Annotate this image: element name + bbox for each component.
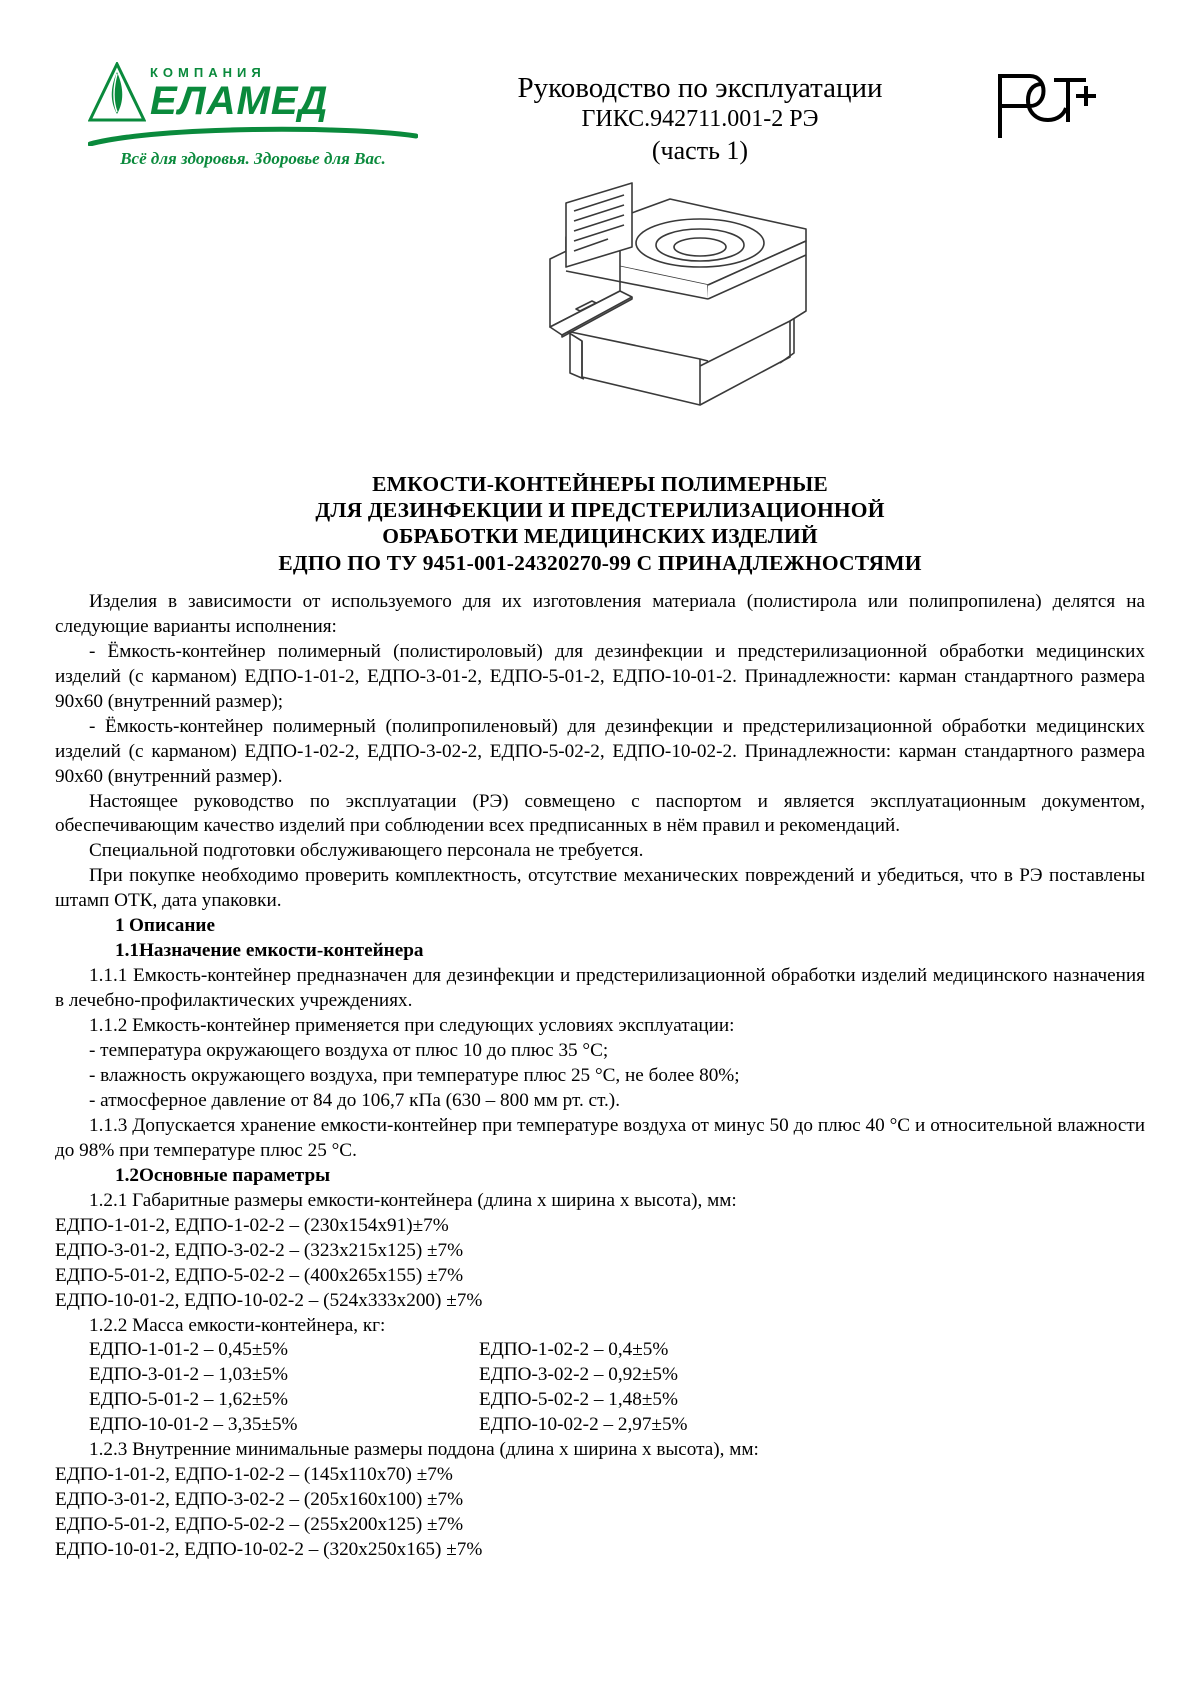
inner-dimension-row: ЕДПО-5-01-2, ЕДПО-5-02-2 – (255х200х125) ±7% <box>55 1514 464 1536</box>
paragraph-purchase-note: При покупке необходимо проверить комплектность, отсутствие механических повреждений и убедиться, что в РЭ поставлены штамп ОТК, дата упаковки. <box>55 865 1145 912</box>
paragraph-staff-note: Специальной подготовки обслуживающего персонала не требуется. <box>89 840 644 862</box>
dimension-row: ЕДПО-5-01-2, ЕДПО-5-02-2 – (400х265х155) ±7% <box>55 1264 464 1286</box>
section-1-1-number: 1.1 <box>115 940 139 962</box>
condition-pressure: - атмосферное давление от 84 до 106,7 кПа (630 – 800 мм рт. ст.). <box>89 1089 620 1111</box>
product-title-line-1: ЕМКОСТИ-КОНТЕЙНЕРЫ ПОЛИМЕРНЫЕ <box>372 472 828 496</box>
table-row <box>55 1413 1145 1438</box>
document-title-block <box>420 72 980 168</box>
brand-logo <box>88 62 428 169</box>
paragraph-variant-1: - Ёмкость-контейнер полимерный (полистироловый) для дезинфекции и предстерилизационной обработки медицинских изделий (с карманом) ЕДПО-1-01-2, ЕДПО-3-01-2, ЕДПО-5-01-2, ЕДПО-10-01-2. Принадлежности: карман стандартного размера 90x60 (внутренний размер); <box>55 640 1145 712</box>
section-1-2-title: Основные параметры <box>138 1164 331 1186</box>
mass-cell-left: ЕДПО-5-01-2 – 1,62±5% <box>89 1389 288 1411</box>
section-1-1-title: Назначение емкости-контейнера <box>138 940 424 962</box>
mass-cell-left: ЕДПО-10-01-2 – 3,35±5% <box>89 1414 298 1436</box>
paragraph-1-2-2: 1.2.2 Масса емкости-контейнера, кг: <box>89 1314 386 1336</box>
product-title-line-3: ОБРАБОТКИ МЕДИЦИНСКИХ ИЗДЕЛИЙ <box>382 524 818 549</box>
section-1-2-number: 1.2 <box>115 1164 139 1186</box>
mass-cell-left: ЕДПО-3-01-2 – 1,03±5% <box>89 1364 288 1386</box>
product-illustration <box>0 181 1200 461</box>
section-1-1-heading <box>55 939 1145 964</box>
mass-cell-right: ЕДПО-1-02-2 – 0,4±5% <box>479 1339 669 1361</box>
document-body <box>55 590 1145 1563</box>
mass-cell-left: ЕДПО-1-01-2 – 0,45±5% <box>89 1339 288 1361</box>
paragraph-manual-note: Настоящее руководство по эксплуатации (РЭ) совмещено с паспортом и является эксплуатационным документом, обеспечивающим качество изделий при соблюдении всех предписанных в нём правил и рекомендаций. <box>55 790 1145 837</box>
section-1-2-heading <box>55 1164 1145 1189</box>
logo-company-word: КОМПАНИЯ <box>150 64 266 80</box>
elamed-triangle-icon <box>88 62 146 124</box>
section-1-heading <box>55 914 1145 939</box>
paragraph-1-2-3: 1.2.3 Внутренние минимальные размеры поддона (длина х ширина х высота), мм: <box>89 1439 759 1461</box>
product-title-line-4: ЕДПО ПО ТУ 9451-001-24320270-99 С ПРИНАДЛЕЖНОСТЯМИ <box>278 550 922 575</box>
paragraph-1-1-2: 1.1.2 Емкость-контейнер применяется при следующих условиях эксплуатации: <box>89 1015 735 1037</box>
table-row <box>55 1338 1145 1363</box>
dimension-row: ЕДПО-10-01-2, ЕДПО-10-02-2 – (524х333х200) ±7% <box>55 1289 483 1311</box>
section-1-number: 1 <box>115 915 125 937</box>
mass-cell-right: ЕДПО-10-02-2 – 2,97±5% <box>479 1414 688 1436</box>
logo-slogan: Всё для здоровья. Здоровье для Вас. <box>120 149 386 168</box>
paragraph-intro: Изделия в зависимости от используемого для их изготовления материала (полистирола или полипропилена) делятся на следующие варианты исполнения: <box>55 590 1145 637</box>
dimension-row: ЕДПО-3-01-2, ЕДПО-3-02-2 – (323х215х125) ±7% <box>55 1239 464 1261</box>
document-code: ГИКС.942711.001-2 РЭ <box>581 106 819 133</box>
document-part: (часть 1) <box>651 136 749 166</box>
gost-r-certification-icon <box>990 70 1100 140</box>
inner-dimension-row: ЕДПО-3-01-2, ЕДПО-3-02-2 – (205х160х100) ±7% <box>55 1489 464 1511</box>
logo-swoosh-icon <box>88 133 418 150</box>
mass-cell-right: ЕДПО-5-02-2 – 1,48±5% <box>479 1389 678 1411</box>
paragraph-1-1-3: 1.1.3 Допускается хранение емкости-контейнер при температуре воздуха от минус 50 до плюс 40 °С и относительной влажности до 98% при температуре плюс 25 °С. <box>55 1114 1145 1161</box>
paragraph-1-2-1: 1.2.1 Габаритные размеры емкости-контейнера (длина х ширина х высота), мм: <box>89 1189 737 1211</box>
document-title: Руководство по эксплуатации <box>517 72 883 104</box>
dimension-row: ЕДПО-1-01-2, ЕДПО-1-02-2 – (230х154х91)±7% <box>55 1214 449 1236</box>
mass-table <box>55 1338 1145 1438</box>
table-row <box>55 1363 1145 1388</box>
section-1-title: Описание <box>129 915 216 937</box>
logo-brand-name: ЕЛАМЕД <box>150 78 329 123</box>
product-title <box>0 471 1200 576</box>
condition-humidity: - влажность окружающего воздуха, при температуре плюс 25 °С, не более 80%; <box>89 1064 740 1086</box>
paragraph-1-1-1: 1.1.1 Емкость-контейнер предназначен для дезинфекции и предстерилизационной обработки изделий медицинского назначения в лечебно-профилактических учреждениях. <box>55 965 1145 1012</box>
mass-cell-right: ЕДПО-3-02-2 – 0,92±5% <box>479 1364 678 1386</box>
inner-dimension-row: ЕДПО-10-01-2, ЕДПО-10-02-2 – (320х250х165) ±7% <box>55 1539 483 1561</box>
product-title-line-2: ДЛЯ ДЕЗИНФЕКЦИИ И ПРЕДСТЕРИЛИЗАЦИОННОЙ <box>315 498 885 523</box>
table-row <box>55 1388 1145 1413</box>
condition-temperature: - температура окружающего воздуха от плюс 10 до плюс 35 °С; <box>89 1040 609 1062</box>
inner-dimension-row: ЕДПО-1-01-2, ЕДПО-1-02-2 – (145х110х70) ±7% <box>55 1464 453 1486</box>
paragraph-variant-2: - Ёмкость-контейнер полимерный (полипропиленовый) для дезинфекции и предстерилизационной обработки медицинских изделий (с карманом) ЕДПО-1-02-2, ЕДПО-3-02-2, ЕДПО-5-02-2, ЕДПО-10-02-2. Принадлежности: карман стандартного размера 90x60 (внутренний размер). <box>55 715 1145 787</box>
